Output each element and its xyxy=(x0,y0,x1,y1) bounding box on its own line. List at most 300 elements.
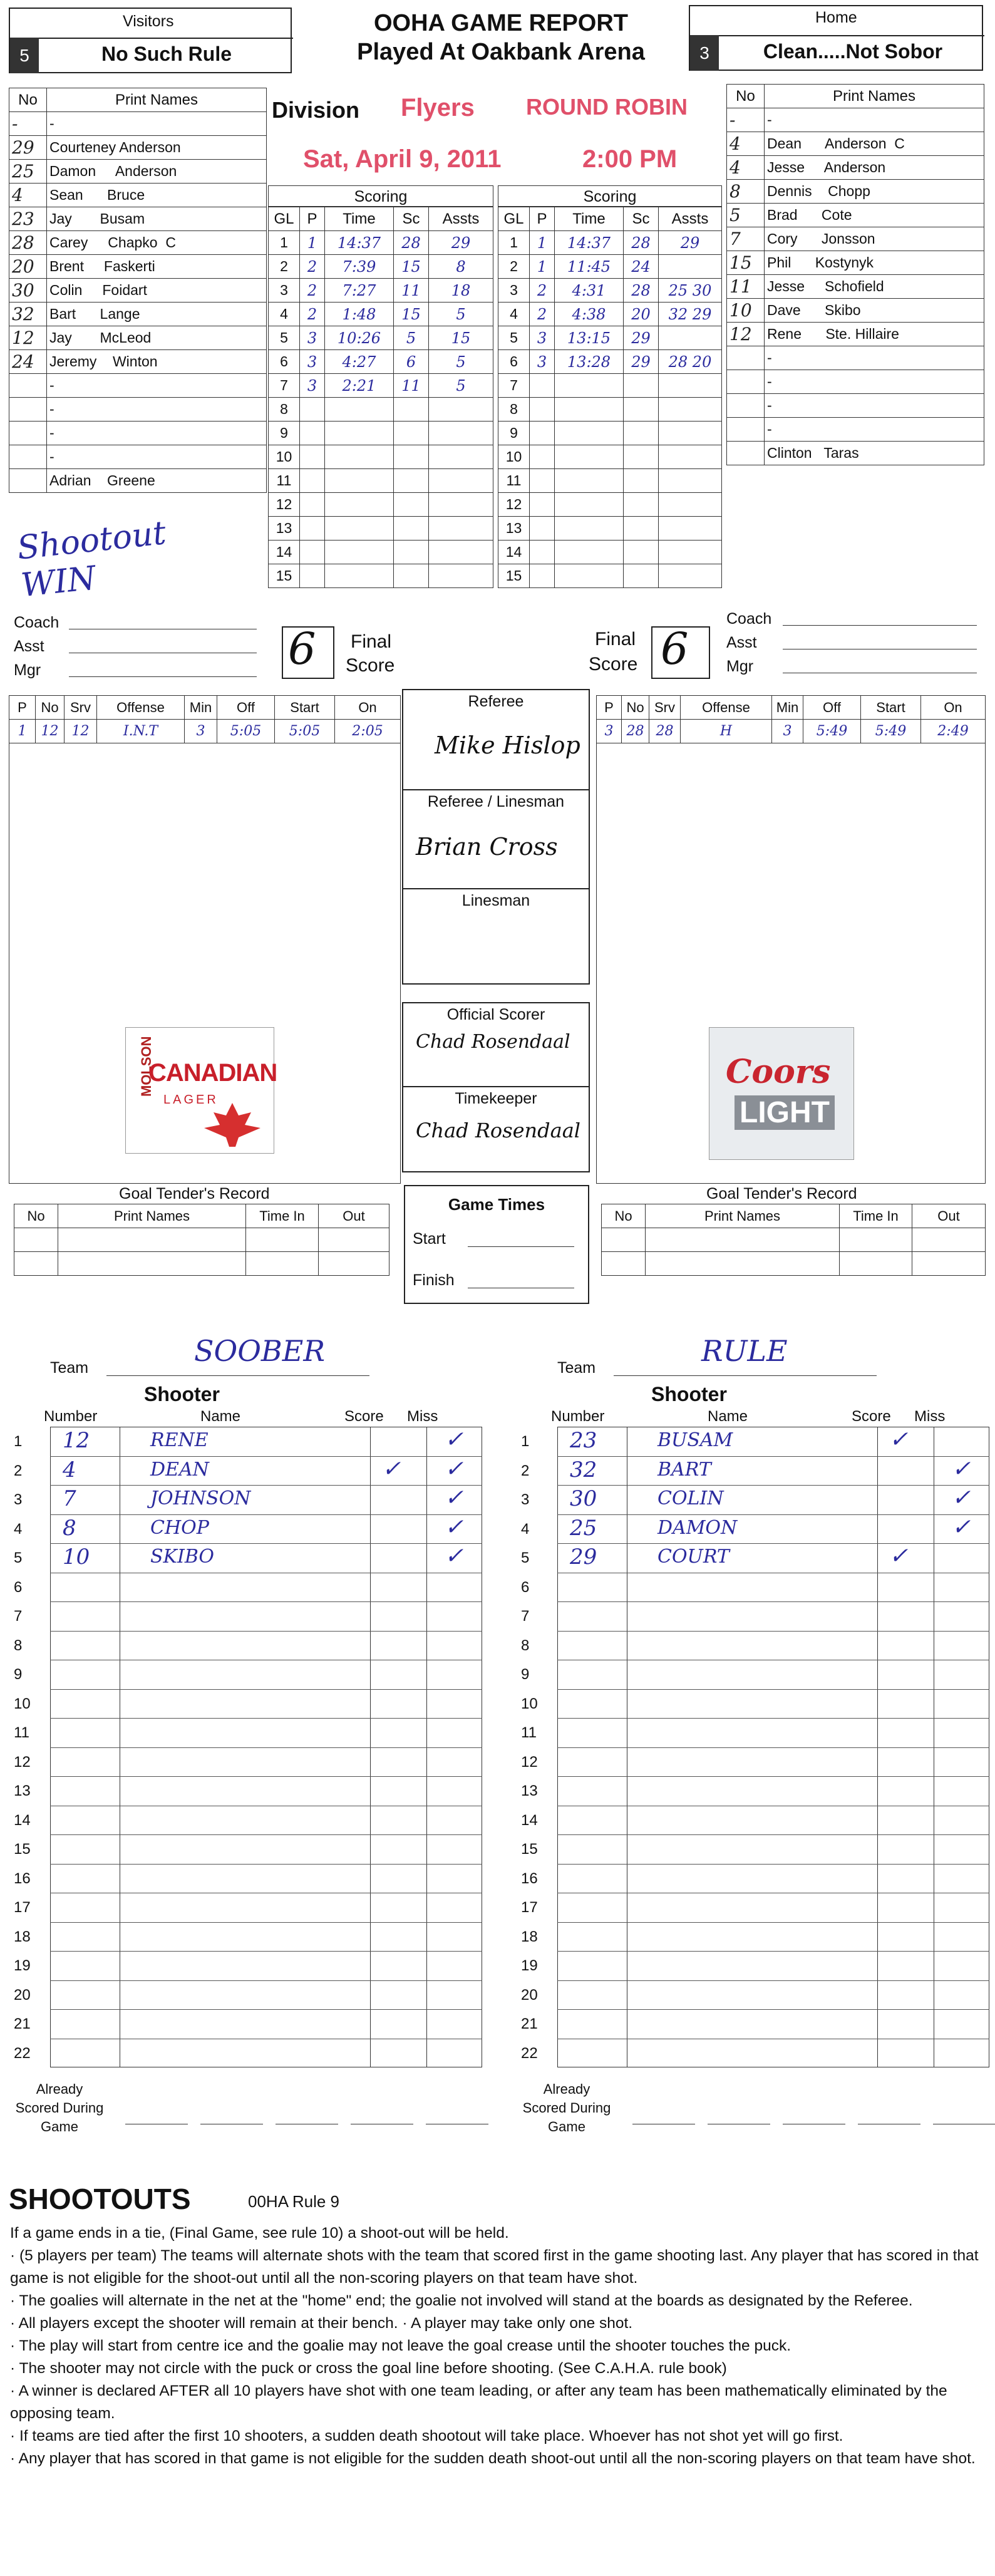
shooter-miss: ✓ xyxy=(952,1456,971,1482)
scoring-cell: 20 xyxy=(624,303,659,326)
player-number: 5 xyxy=(727,204,765,227)
scoring-cell: 2 xyxy=(300,279,325,303)
finish-label: Finish xyxy=(413,1271,455,1289)
penalty-cell: I.N.T xyxy=(97,720,185,743)
shooter-row-number: 12 xyxy=(14,1753,31,1771)
scoring-cell xyxy=(659,517,722,541)
player-number: 4 xyxy=(727,132,765,156)
player-number: 12 xyxy=(727,323,765,346)
shootout-team-name: RULE xyxy=(701,1334,788,1368)
scoring-cell: 32 29 xyxy=(659,303,722,326)
home-number: 3 xyxy=(690,35,719,71)
rule-line: · A winner is declared AFTER all 10 players have shot with one team leading, or after any team has been mathematically eliminated by the opposing team. xyxy=(10,2382,947,2422)
scoring-cell xyxy=(325,541,394,564)
shooter-row-number: 11 xyxy=(521,1724,537,1741)
shooter-row-number: 13 xyxy=(521,1782,538,1799)
visitors-number: 5 xyxy=(10,38,39,73)
shooter-row-number: 13 xyxy=(14,1782,31,1799)
roster-row xyxy=(9,350,267,374)
home-team-name: Clean.....Not Sobor xyxy=(763,40,943,63)
home-asst-label: Asst xyxy=(726,634,757,651)
scoring-cell xyxy=(394,541,429,564)
shootout-sheet-right xyxy=(501,1334,995,2173)
shooter-name: CHOP xyxy=(150,1516,209,1539)
player-name: Jesse Schofield xyxy=(765,275,984,299)
shootout-win-note: Shootout WIN xyxy=(15,514,168,605)
shooter-miss: ✓ xyxy=(445,1514,464,1540)
scoring-cell xyxy=(659,422,722,445)
player-name: Carey Chapko C xyxy=(47,231,267,255)
scoring-cell: 28 20 xyxy=(659,350,722,374)
rule-line: · The goalies will alternate in the net at the "home" end; the goalie not involved will stand at the boards as designated by the Referee. xyxy=(10,2292,913,2309)
shooter-number: 8 xyxy=(63,1515,76,1541)
scoring-row xyxy=(269,564,493,588)
officials-box xyxy=(402,689,590,985)
penalty-header: P xyxy=(9,696,36,720)
penalty-cell: 28 xyxy=(649,720,681,743)
scoring-cell: 8 xyxy=(498,398,530,422)
shooter-number: 30 xyxy=(570,1486,597,1511)
shooter-number: 7 xyxy=(63,1486,76,1511)
scoring-visitors-table xyxy=(268,207,493,588)
scoring-cell xyxy=(300,564,325,588)
scoring-row xyxy=(269,398,493,422)
scoring-cell xyxy=(624,541,659,564)
player-name: - xyxy=(765,394,984,418)
scoring-cell: 5 xyxy=(429,374,493,398)
player-number: 8 xyxy=(727,180,765,204)
shootout-team-label: Team xyxy=(50,1359,89,1377)
player-number xyxy=(727,442,765,465)
shooter-row-number: 18 xyxy=(14,1928,31,1945)
scoring-row xyxy=(498,493,722,517)
shooter-name: COURT xyxy=(657,1546,729,1568)
scoring-cell: 3 xyxy=(269,279,300,303)
shooter-row-number: 8 xyxy=(521,1637,530,1654)
scoring-row xyxy=(498,398,722,422)
scoring-cell xyxy=(429,422,493,445)
player-number: - xyxy=(9,112,47,136)
already-scored-label: Already Scored During Game xyxy=(522,2081,611,2134)
scoring-cell: 5 xyxy=(498,326,530,350)
shooter-row-number: 2 xyxy=(14,1462,23,1479)
molson-canadian-logo: MOLSON CANADIAN LAGER xyxy=(125,1027,274,1154)
player-number: 29 xyxy=(9,136,47,160)
scoring-row xyxy=(269,541,493,564)
scoring-cell xyxy=(429,493,493,517)
scoring-cell: 3 xyxy=(300,326,325,350)
goaltender-title-right: Goal Tender's Record xyxy=(706,1185,857,1203)
scoring-cell xyxy=(394,445,429,469)
scoring-cell xyxy=(624,445,659,469)
scoring-header: Time xyxy=(555,207,624,231)
shooter-row-number: 16 xyxy=(14,1870,31,1887)
scoring-row xyxy=(269,303,493,326)
shooter-row-number: 16 xyxy=(521,1870,538,1887)
rules-body xyxy=(10,2222,987,2470)
penalty-header: P xyxy=(597,696,622,720)
scoring-cell: 5 xyxy=(429,350,493,374)
scoring-home-table xyxy=(498,207,722,588)
scoring-cell: 10:26 xyxy=(325,326,394,350)
scoring-cell xyxy=(530,398,555,422)
scoring-cell xyxy=(394,564,429,588)
goaltender-title-left: Goal Tender's Record xyxy=(119,1185,270,1203)
scoring-cell: 6 xyxy=(394,350,429,374)
shooter-score: ✓ xyxy=(889,1427,909,1452)
scoring-cell: 18 xyxy=(429,279,493,303)
scoring-row xyxy=(498,541,722,564)
scoring-cell: 8 xyxy=(269,398,300,422)
scoring-cell: 28 xyxy=(624,279,659,303)
roster-row xyxy=(9,255,267,279)
shooter-row-number: 1 xyxy=(521,1433,530,1450)
shooter-row-number: 1 xyxy=(14,1433,23,1450)
scoring-cell: 7:27 xyxy=(325,279,394,303)
shooter-header: Score xyxy=(344,1408,384,1425)
roster-col-no: No xyxy=(9,88,47,112)
penalty-header: No xyxy=(622,696,649,720)
player-name: Brent Faskerti xyxy=(47,255,267,279)
player-name: Colin Foidart xyxy=(47,279,267,303)
scoring-cell: 11 xyxy=(269,469,300,493)
home-final-score: 6 xyxy=(661,623,689,675)
scoring-cell: 25 30 xyxy=(659,279,722,303)
shooter-row-number: 21 xyxy=(521,2015,538,2032)
shooter-row-number: 19 xyxy=(14,1957,31,1974)
shooter-row-number: 15 xyxy=(14,1841,31,1858)
scoring-row xyxy=(498,303,722,326)
player-number xyxy=(9,445,47,469)
player-name: Dean Anderson C xyxy=(765,132,984,156)
scoring-cell: 11 xyxy=(394,279,429,303)
player-name: Damon Anderson xyxy=(47,160,267,184)
scoring-cell: 2 xyxy=(300,303,325,326)
shooter-row-number: 14 xyxy=(521,1811,538,1829)
already-scored-label: Already Scored During Game xyxy=(15,2081,104,2134)
penalty-header: Off xyxy=(803,696,861,720)
division-label: Division xyxy=(272,97,360,123)
scoring-cell: 8 xyxy=(429,255,493,279)
scoring-cell: 13 xyxy=(269,517,300,541)
home-box xyxy=(689,5,983,71)
visitors-roster xyxy=(9,88,267,493)
scoring-cell: 1 xyxy=(498,231,530,255)
roster-row xyxy=(9,112,267,136)
scoring-cell xyxy=(659,326,722,350)
scoring-cell: 1 xyxy=(269,231,300,255)
scoring-cell xyxy=(555,493,624,517)
roster-row xyxy=(9,207,267,231)
scoring-cell xyxy=(300,541,325,564)
scoring-cell: 14:37 xyxy=(555,231,624,255)
player-name: - xyxy=(47,112,267,136)
roster-row xyxy=(727,346,984,370)
shooter-row-number: 19 xyxy=(521,1957,538,1974)
round-label: ROUND ROBIN xyxy=(526,94,688,120)
player-number: 30 xyxy=(9,279,47,303)
shooter-score: ✓ xyxy=(382,1456,401,1482)
goaltender-header: Time In xyxy=(246,1204,319,1228)
scoring-header: GL xyxy=(269,207,300,231)
scoring-cell: 6 xyxy=(269,350,300,374)
scoring-row xyxy=(269,279,493,303)
goaltender-header: Print Names xyxy=(58,1204,246,1228)
roster-row xyxy=(727,180,984,204)
scoring-cell xyxy=(624,422,659,445)
shooter-row-number: 2 xyxy=(521,1462,530,1479)
penalty-cell: 5:05 xyxy=(275,720,335,743)
scoring-row xyxy=(498,469,722,493)
scoring-cell: 7 xyxy=(498,374,530,398)
player-number: - xyxy=(727,108,765,132)
scoring-cell: 13:15 xyxy=(555,326,624,350)
scoring-cell xyxy=(624,564,659,588)
report-title: OOHA GAME REPORT xyxy=(373,10,629,36)
home-mgr-label: Mgr xyxy=(726,658,754,675)
shooter-miss: ✓ xyxy=(952,1485,971,1511)
penalty-cell: 5:49 xyxy=(861,720,921,743)
shooter-row-number: 20 xyxy=(14,1986,31,2004)
scoring-cell xyxy=(530,493,555,517)
shooter-miss: ✓ xyxy=(952,1514,971,1540)
start-label: Start xyxy=(413,1230,446,1248)
scoring-row xyxy=(269,469,493,493)
visitors-team-name: No Such Rule xyxy=(101,43,232,65)
player-name: - xyxy=(765,346,984,370)
game-times-title: Game Times xyxy=(448,1195,545,1214)
penalty-header: Start xyxy=(861,696,921,720)
shooter-row-number: 17 xyxy=(14,1899,31,1916)
roster-col-names: Print Names xyxy=(47,88,267,112)
scoring-cell: 12 xyxy=(498,493,530,517)
scoring-cell: 9 xyxy=(269,422,300,445)
player-name: Dennis Chopp xyxy=(765,180,984,204)
scoring-cell xyxy=(325,493,394,517)
shooter-row-number: 6 xyxy=(14,1578,23,1596)
penalty-cell: 2:49 xyxy=(921,720,986,743)
scoring-cell xyxy=(530,541,555,564)
scoring-cell xyxy=(530,445,555,469)
division-value: Flyers xyxy=(401,94,475,122)
scoring-cell xyxy=(300,445,325,469)
roster-row xyxy=(727,227,984,251)
scoring-cell xyxy=(429,517,493,541)
roster-row xyxy=(727,323,984,346)
roster-row xyxy=(727,442,984,465)
player-name: Cory Jonsson xyxy=(765,227,984,251)
roster-row xyxy=(727,204,984,227)
scoring-cell xyxy=(325,564,394,588)
rule-line: · The shooter may not circle with the puck or cross the goal line before shooting. (See C.A.H.A. rule book) xyxy=(10,2360,727,2377)
shootout-sheet-left xyxy=(0,1334,495,2173)
player-number: 11 xyxy=(727,275,765,299)
roster-row xyxy=(9,469,267,493)
shooter-miss: ✓ xyxy=(445,1427,464,1452)
scoring-cell: 13:28 xyxy=(555,350,624,374)
referee-label: Referee xyxy=(468,693,524,710)
shooter-row-number: 6 xyxy=(521,1578,530,1596)
scoring-row xyxy=(269,493,493,517)
shooter-number: 4 xyxy=(63,1457,76,1482)
roster-row xyxy=(727,132,984,156)
scoring-header: Sc xyxy=(394,207,429,231)
roster-row xyxy=(9,184,267,207)
shooter-header: Miss xyxy=(914,1408,946,1425)
shooter-row-number: 15 xyxy=(521,1841,538,1858)
scoring-cell xyxy=(555,374,624,398)
scoring-row xyxy=(269,422,493,445)
shooter-name: JOHNSON xyxy=(150,1487,251,1509)
scoring-cell xyxy=(530,422,555,445)
roster-row xyxy=(9,374,267,398)
player-name: - xyxy=(765,418,984,442)
visitors-final-label: Final xyxy=(351,631,392,652)
report-subtitle: Played At Oakbank Arena xyxy=(357,39,645,65)
scoring-cell xyxy=(300,517,325,541)
player-number: 4 xyxy=(727,156,765,180)
home-label: Home xyxy=(815,9,857,26)
scoring-header: P xyxy=(530,207,555,231)
scoring-header: Assts xyxy=(429,207,493,231)
shooter-name: DEAN xyxy=(150,1458,209,1481)
scoring-cell xyxy=(659,493,722,517)
scoring-cell xyxy=(659,469,722,493)
player-name: - xyxy=(765,108,984,132)
player-number xyxy=(9,398,47,422)
official-scorer-name: Chad Rosendaal xyxy=(416,1031,570,1053)
penalty-cell: 1 xyxy=(9,720,36,743)
coors-light-logo: Coors LIGHT xyxy=(709,1027,854,1160)
scoring-cell: 14:37 xyxy=(325,231,394,255)
roster-row xyxy=(9,303,267,326)
player-name: Phil Kostynyk xyxy=(765,251,984,275)
roster-row xyxy=(9,445,267,469)
shooter-name: SKIBO xyxy=(150,1546,215,1568)
scoring-cell: 11 xyxy=(394,374,429,398)
player-number xyxy=(727,394,765,418)
game-time: 2:00 PM xyxy=(582,145,678,173)
visitors-mgr-label: Mgr xyxy=(14,661,41,679)
shooter-header: Score xyxy=(852,1408,891,1425)
scoring-cell: 3 xyxy=(530,350,555,374)
player-number xyxy=(9,374,47,398)
shooter-number: 10 xyxy=(63,1544,90,1570)
scoring-cell: 3 xyxy=(498,279,530,303)
penalty-cell: 3 xyxy=(185,720,217,743)
shooter-header: Miss xyxy=(407,1408,438,1425)
player-number xyxy=(727,418,765,442)
scoring-row xyxy=(498,231,722,255)
scoring-cell: 2 xyxy=(530,303,555,326)
roster-row xyxy=(9,160,267,184)
scoring-cell: 1:48 xyxy=(325,303,394,326)
visitors-coach-label: Coach xyxy=(14,614,59,631)
penalty-header: Start xyxy=(275,696,335,720)
shooter-number: 12 xyxy=(63,1428,90,1453)
shooter-header: Name xyxy=(200,1408,241,1425)
player-number: 7 xyxy=(727,227,765,251)
shooter-number: 32 xyxy=(570,1457,597,1482)
scoring-row xyxy=(498,445,722,469)
scoring-row xyxy=(498,564,722,588)
scoring-cell: 5 xyxy=(429,303,493,326)
penalty-header: Off xyxy=(217,696,275,720)
penalty-header: Min xyxy=(185,696,217,720)
scoring-cell xyxy=(300,469,325,493)
goaltender-header: No xyxy=(602,1204,646,1228)
referee-name: Mike Hislop xyxy=(435,732,580,759)
scoring-cell: 2 xyxy=(498,255,530,279)
shooter-row-number: 5 xyxy=(14,1549,23,1566)
shootout-team-name: SOOBER xyxy=(194,1334,325,1368)
timekeeper-label: Timekeeper xyxy=(403,1086,589,1108)
shooter-row-number: 20 xyxy=(521,1986,538,2004)
scoring-cell xyxy=(530,374,555,398)
shooter-row-number: 22 xyxy=(521,2044,538,2062)
scoring-cell: 3 xyxy=(300,350,325,374)
roster-row xyxy=(9,279,267,303)
scoring-row xyxy=(498,326,722,350)
home-coach-label: Coach xyxy=(726,610,772,628)
shooter-row-number: 3 xyxy=(521,1491,530,1508)
shooter-row-number: 17 xyxy=(521,1899,538,1916)
shooter-header: Number xyxy=(551,1408,605,1425)
roster-row xyxy=(727,108,984,132)
shooter-row-number: 12 xyxy=(521,1753,538,1771)
scoring-cell: 1 xyxy=(530,231,555,255)
player-name: Brad Cote xyxy=(765,204,984,227)
visitors-asst-label: Asst xyxy=(14,638,44,655)
scoring-row xyxy=(269,350,493,374)
scoring-cell xyxy=(555,564,624,588)
player-number xyxy=(9,422,47,445)
shooter-score: ✓ xyxy=(889,1543,909,1569)
scoring-row xyxy=(269,517,493,541)
scoring-cell xyxy=(394,517,429,541)
scoring-row xyxy=(269,231,493,255)
scoring-cell xyxy=(530,517,555,541)
visitors-final-score: 6 xyxy=(288,623,316,675)
player-name: Jesse Anderson xyxy=(765,156,984,180)
scoring-cell xyxy=(429,541,493,564)
player-number: 23 xyxy=(9,207,47,231)
scoring-cell: 15 xyxy=(269,564,300,588)
scoring-cell xyxy=(555,541,624,564)
scoring-cell: 4:38 xyxy=(555,303,624,326)
scoring-cell: 24 xyxy=(624,255,659,279)
shooter-header: Name xyxy=(708,1408,748,1425)
shooter-row-number: 7 xyxy=(14,1608,23,1625)
scoring-cell: 2:21 xyxy=(325,374,394,398)
scoring-cell: 29 xyxy=(624,326,659,350)
penalty-header: On xyxy=(921,696,986,720)
player-name: - xyxy=(765,370,984,394)
scoring-cell: 9 xyxy=(498,422,530,445)
scoring-row xyxy=(498,374,722,398)
roster-col-names: Print Names xyxy=(765,85,984,108)
shooter-row-number: 3 xyxy=(14,1491,23,1508)
shooter-number: 29 xyxy=(570,1544,597,1570)
shooter-row-number: 4 xyxy=(14,1520,23,1538)
scoring-cell: 7 xyxy=(269,374,300,398)
scoring-cell: 4:27 xyxy=(325,350,394,374)
player-number: 10 xyxy=(727,299,765,323)
scoring-cell xyxy=(624,398,659,422)
player-number: 28 xyxy=(9,231,47,255)
scoring-cell: 11:45 xyxy=(555,255,624,279)
shooter-name: DAMON xyxy=(657,1516,738,1539)
